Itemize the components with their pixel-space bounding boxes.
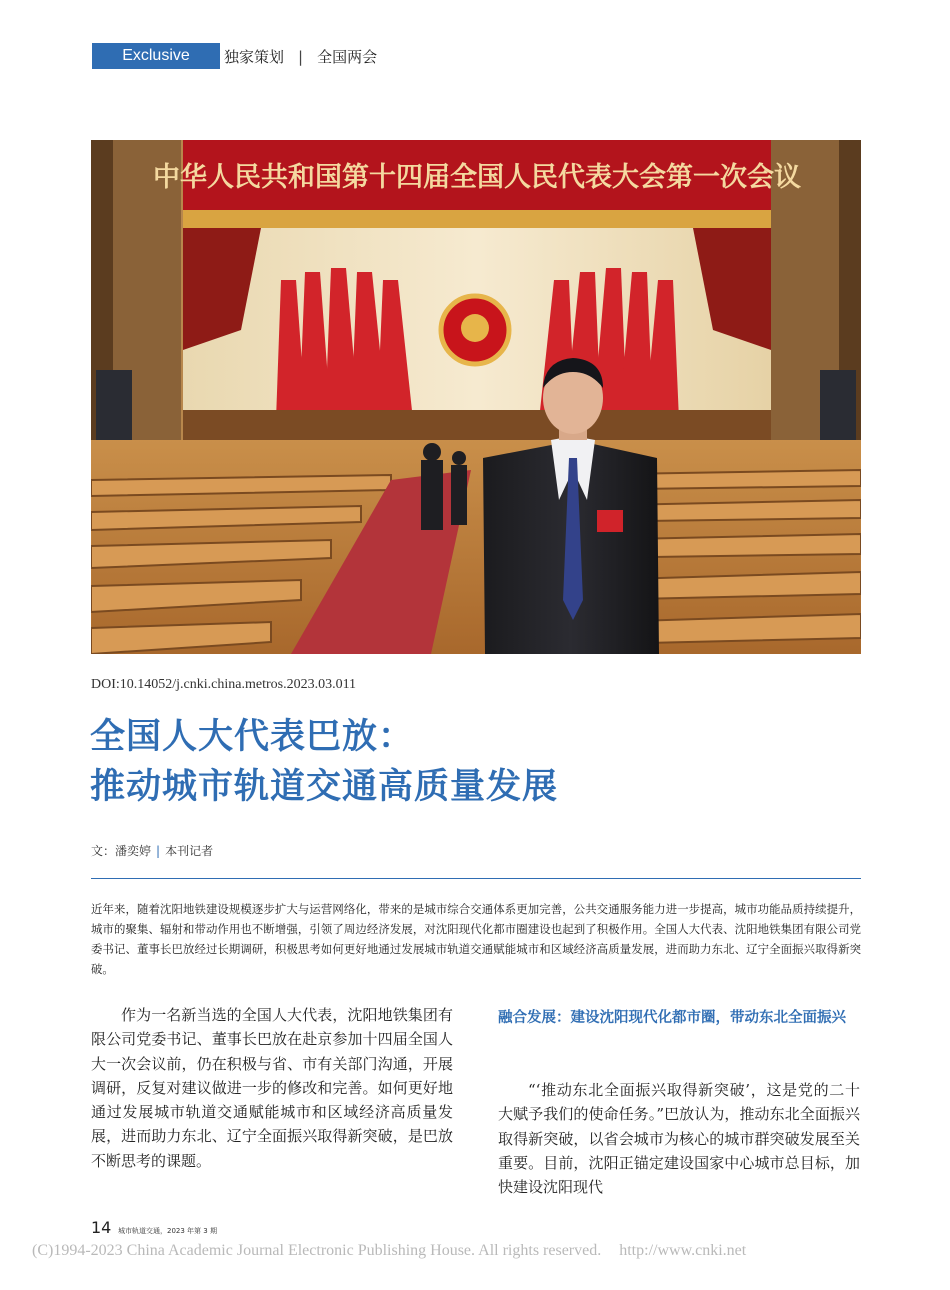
section-divider: [91, 878, 861, 879]
section-label: 独家策划: [224, 48, 285, 66]
breadcrumb-separator: |: [298, 48, 304, 66]
body-column-right: “‘推动东北全面振兴取得新突破’，这是党的二十大赋予我们的使命任务。”巴放认为，推动东北全面振兴取得新突破，以省会城市为核心的城市群突破发展至关重要。目前，沈阳正锚定建设国家中心城市总目标，加快建设沈阳现代: [498, 1081, 860, 1197]
topic-label: 全国两会: [317, 48, 378, 66]
title-line-1: 全国人大代表巴放：: [90, 717, 415, 757]
author-role: 本刊记者: [165, 844, 214, 858]
section-breadcrumb: [224, 46, 377, 67]
cnki-url: http://www.cnki.net: [619, 1242, 747, 1259]
byline: [91, 842, 213, 859]
page-number: 14: [91, 1218, 112, 1237]
section-subheading: 融合发展：建设沈阳现代化都市圈，带动东北全面振兴: [498, 1010, 846, 1026]
article-title: [90, 712, 558, 812]
author-name: 文：潘奕婷: [91, 844, 152, 858]
hall-illustration: [91, 140, 861, 654]
body-column-left: 作为一名新当选的全国人大代表，沈阳地铁集团有限公司党委书记、董事长巴放在赴京参加十四届全国人大一次会议前，仍在积极与省、市有关部门沟通，开展调研，反复对建议做进一步的修改和完善。如何更好地通过发展城市轨道交通赋能城市和区域经济高质量发展，进而助力东北、辽宁全面振兴取得新突破，是巴放不断思考的课题。: [91, 1006, 453, 1170]
copyright-watermark: [32, 1242, 746, 1260]
copyright-text: (C)1994-2023 China Academic Journal Electronic Publishing House. All rights reserved.: [32, 1242, 602, 1259]
article-abstract: 近年来，随着沈阳地铁建设规模逐步扩大与运营网络化，带来的是城市综合交通体系更加完善，公共交通服务能力进一步提高，城市功能品质持续提升，城市的聚集、辐射和带动作用也不断增强，引领了周边经济发展，对沈阳现代化都市圈建设也起到了积极作用。全国人大代表、沈阳地铁集团有限公司党委书记、董事长巴放经过长期调研，积极思考如何更好地通过发展城市轨道交通赋能城市和区域经济高质量发展，进而助力东北、辽宁全面振兴取得新突破。: [91, 902, 861, 976]
banner-text: 中华人民共和国第十四届全国人民代表大会第一次会议: [153, 162, 801, 193]
byline-separator: |: [156, 844, 161, 858]
feature-photo: [91, 140, 861, 654]
exclusive-tag: Exclusive: [92, 43, 220, 69]
doi-line: DOI:10.14052/j.cnki.china.metros.2023.03.011: [91, 677, 357, 692]
title-line-2: 推动城市轨道交通高质量发展: [90, 767, 559, 807]
journal-issue: 城市轨道交通，2023 年第 3 期: [118, 1227, 217, 1235]
